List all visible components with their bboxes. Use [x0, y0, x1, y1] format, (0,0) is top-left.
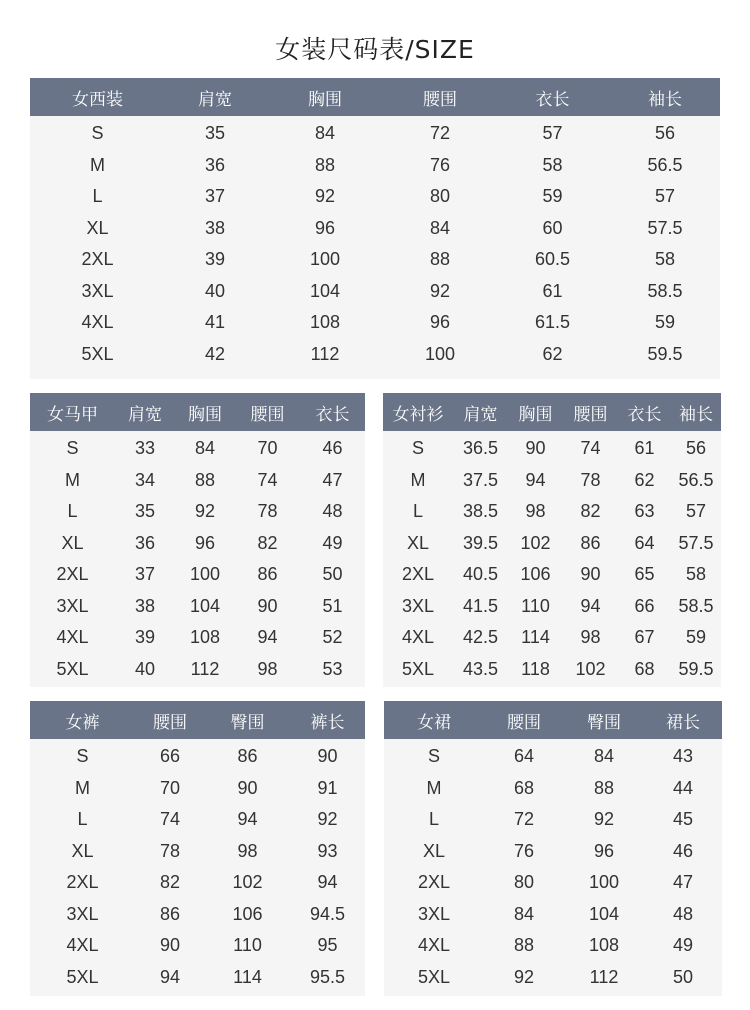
size-label-cell: M [426, 777, 442, 798]
table-row [30, 804, 365, 836]
table-row [30, 528, 365, 560]
measurement-cell: 59 [542, 186, 563, 207]
column-header: 腰围 [573, 404, 608, 425]
measurement-cell: 50 [672, 966, 694, 987]
measurement-cell: 59.5 [647, 343, 683, 364]
measurement-cell: 86 [159, 903, 181, 924]
table-row [30, 654, 365, 686]
measurement-cell: 94 [580, 595, 601, 616]
measurement-cell: 86 [237, 746, 258, 767]
measurement-cell: 60 [542, 217, 563, 238]
measurement-cell: 62 [542, 343, 563, 364]
measurement-cell: 90 [159, 935, 181, 956]
size-label-cell: 3XL [401, 595, 435, 616]
measurement-cell: 51 [322, 595, 343, 616]
size-label-cell: S [91, 123, 104, 144]
size-label-cell: M [410, 469, 426, 490]
measurement-cell: 46 [322, 438, 343, 459]
table-row [383, 559, 721, 591]
measurement-cell: 59.5 [678, 658, 714, 679]
measurement-cell: 94 [257, 627, 278, 648]
column-header: 腰围 [153, 712, 187, 733]
measurement-cell: 74 [580, 438, 601, 459]
table-row [384, 962, 722, 994]
table-row [383, 654, 721, 686]
measurement-cell: 102 [232, 872, 263, 893]
column-header: 臀围 [230, 712, 265, 733]
measurement-cell: 47 [322, 469, 343, 490]
table-row [30, 899, 365, 931]
measurement-cell: 44 [672, 777, 694, 798]
measurement-cell: 72 [429, 123, 451, 144]
measurement-cell: 91 [317, 777, 338, 798]
measurement-cell: 88 [194, 469, 216, 490]
table-row [30, 307, 720, 339]
suit-size-table [30, 78, 720, 379]
size-label-cell: XL [71, 840, 94, 861]
table-row [384, 773, 722, 805]
measurement-cell: 39 [204, 249, 226, 270]
measurement-cell: 86 [257, 564, 278, 585]
measurement-cell: 95.5 [309, 966, 346, 987]
measurement-cell: 40 [134, 658, 156, 679]
measurement-cell: 57 [542, 123, 563, 144]
size-label-cell: L [428, 809, 439, 830]
measurement-cell: 114 [521, 627, 550, 648]
measurement-cell: 84 [429, 217, 451, 238]
measurement-cell: 90 [580, 564, 601, 585]
measurement-cell: 47 [672, 872, 694, 893]
measurement-cell: 46 [672, 840, 694, 861]
measurement-cell: 84 [593, 746, 615, 767]
table-header-row [30, 78, 720, 116]
measurement-cell: 57 [654, 186, 676, 207]
size-label-cell: 5XL [66, 966, 99, 987]
size-label-cell: S [66, 438, 79, 459]
measurement-cell: 37 [134, 564, 156, 585]
column-header: 女西装 [72, 89, 123, 110]
measurement-cell: 94 [159, 966, 181, 987]
measurement-cell: 41.5 [462, 595, 499, 616]
measurement-cell: 76 [513, 840, 535, 861]
table-row [30, 496, 365, 528]
measurement-cell: 56 [685, 438, 707, 459]
measurement-cell: 61 [542, 280, 563, 301]
table-row [30, 181, 720, 213]
measurement-cell: 96 [593, 840, 615, 861]
size-label-cell: 4XL [401, 627, 435, 648]
measurement-cell: 58.5 [647, 280, 683, 301]
table-row [30, 150, 720, 182]
measurement-cell: 84 [513, 903, 535, 924]
measurement-cell: 33 [134, 438, 156, 459]
measurement-cell: 78 [257, 501, 278, 522]
measurement-cell: 90 [317, 746, 338, 767]
skirt-size-table [384, 701, 722, 996]
measurement-cell: 106 [520, 564, 551, 585]
size-label-cell: 5XL [401, 658, 435, 679]
measurement-cell: 98 [580, 627, 601, 648]
column-header: 女裤 [65, 712, 100, 733]
measurement-cell: 56.5 [647, 154, 683, 175]
measurement-cell: 38.5 [462, 501, 499, 522]
shirt-size-table [383, 393, 721, 687]
measurement-cell: 37 [204, 186, 226, 207]
size-label-cell: L [412, 501, 423, 522]
column-header: 腰围 [423, 89, 457, 110]
measurement-cell: 98 [237, 840, 258, 861]
measurement-cell: 70 [257, 438, 278, 459]
measurement-cell: 88 [593, 777, 615, 798]
column-header: 肩宽 [463, 404, 498, 425]
measurement-cell: 57.5 [647, 217, 683, 238]
size-label-cell: 4XL [417, 935, 451, 956]
size-label-cell: 5XL [56, 658, 89, 679]
size-label-cell: 2XL [56, 564, 89, 585]
measurement-cell: 80 [429, 186, 451, 207]
measurement-cell: 84 [194, 438, 216, 459]
size-label-cell: 3XL [417, 903, 451, 924]
measurement-cell: 93 [317, 840, 338, 861]
column-header: 裤长 [310, 712, 345, 733]
measurement-cell: 98 [525, 501, 546, 522]
measurement-cell: 58 [654, 249, 676, 270]
measurement-cell: 48 [322, 501, 343, 522]
table-row [30, 433, 365, 465]
size-label-cell: S [76, 746, 89, 767]
measurement-cell: 65 [634, 564, 655, 585]
size-label-cell: S [411, 438, 424, 459]
measurement-cell: 48 [672, 903, 694, 924]
measurement-cell: 94 [237, 809, 258, 830]
table-row [30, 118, 720, 150]
measurement-cell: 95 [317, 935, 338, 956]
measurement-cell: 112 [589, 966, 619, 987]
column-header: 袖长 [648, 89, 682, 110]
measurement-cell: 37.5 [462, 469, 499, 490]
column-header: 腰围 [250, 404, 285, 425]
measurement-cell: 100 [588, 872, 620, 893]
measurement-cell: 64 [634, 532, 655, 553]
column-header: 女衬衫 [392, 404, 444, 425]
size-label-cell: XL [86, 217, 109, 238]
measurement-cell: 57.5 [678, 532, 714, 553]
table-row [383, 622, 721, 654]
size-label-cell: XL [406, 532, 430, 553]
measurement-cell: 94 [525, 469, 546, 490]
column-header: 胸围 [518, 404, 553, 425]
size-label-cell: M [90, 154, 105, 175]
column-header: 肩宽 [128, 404, 162, 425]
table-row [30, 962, 365, 994]
table-row [30, 836, 365, 868]
table-row [383, 465, 721, 497]
measurement-cell: 108 [588, 935, 620, 956]
measurement-cell: 42.5 [462, 627, 499, 648]
measurement-cell: 36 [204, 154, 226, 175]
measurement-cell: 74 [257, 469, 278, 490]
column-header: 胸围 [308, 89, 342, 110]
measurement-cell: 67 [634, 627, 655, 648]
measurement-cell: 63 [634, 501, 655, 522]
measurement-cell: 58 [685, 564, 707, 585]
measurement-cell: 42 [204, 343, 226, 364]
measurement-cell: 90 [237, 777, 258, 798]
measurement-cell: 78 [159, 840, 181, 861]
measurement-cell: 100 [189, 564, 221, 585]
table-row [30, 930, 365, 962]
measurement-cell: 92 [429, 280, 451, 301]
measurement-cell: 92 [314, 186, 336, 207]
column-header: 衣长 [535, 89, 570, 110]
measurement-cell: 94 [317, 872, 338, 893]
table-row [383, 496, 721, 528]
measurement-cell: 100 [309, 249, 341, 270]
measurement-cell: 41 [204, 312, 226, 333]
table-row [30, 559, 365, 591]
measurement-cell: 40.5 [462, 564, 499, 585]
size-label-cell: 5XL [81, 343, 114, 364]
measurement-cell: 100 [424, 343, 456, 364]
column-header: 胸围 [188, 404, 222, 425]
measurement-cell: 104 [588, 903, 620, 924]
table-row [30, 741, 365, 773]
measurement-cell: 104 [189, 595, 221, 616]
measurement-cell: 50 [322, 564, 343, 585]
size-label-cell: XL [61, 532, 84, 553]
measurement-cell: 59 [685, 627, 707, 648]
measurement-cell: 68 [513, 777, 535, 798]
measurement-cell: 70 [159, 777, 181, 798]
table-row [383, 433, 721, 465]
measurement-cell: 80 [513, 872, 535, 893]
page-title: 女装尺码表/SIZE [275, 35, 475, 64]
column-header: 腰围 [507, 712, 541, 733]
measurement-cell: 118 [521, 658, 550, 679]
size-label-cell: 3XL [81, 280, 114, 301]
size-label-cell: 2XL [81, 249, 114, 270]
measurement-cell: 53 [322, 658, 343, 679]
column-header: 衣长 [315, 404, 350, 425]
measurement-cell: 82 [257, 532, 278, 553]
measurement-cell: 88 [429, 249, 451, 270]
measurement-cell: 43 [672, 746, 694, 767]
measurement-cell: 72 [513, 809, 535, 830]
column-header: 肩宽 [198, 89, 232, 110]
measurement-cell: 61.5 [534, 312, 571, 333]
measurement-cell: 104 [309, 280, 341, 301]
measurement-cell: 76 [429, 154, 451, 175]
table-row [384, 930, 722, 962]
measurement-cell: 36.5 [462, 438, 499, 459]
measurement-cell: 92 [593, 809, 615, 830]
size-label-cell: XL [422, 840, 446, 861]
size-label-cell: S [427, 746, 440, 767]
measurement-cell: 56.5 [678, 469, 714, 490]
measurement-cell: 38 [134, 595, 156, 616]
size-label-cell: 2XL [401, 564, 435, 585]
measurement-cell: 40 [204, 280, 226, 301]
size-label-cell: 4XL [66, 935, 99, 956]
table-row [383, 591, 721, 623]
size-label-cell: 3XL [56, 595, 89, 616]
measurement-cell: 39.5 [462, 532, 499, 553]
table-row [30, 867, 365, 899]
measurement-cell: 86 [580, 532, 601, 553]
pants-size-table [30, 701, 365, 996]
measurement-cell: 92 [194, 501, 216, 522]
table-row [383, 528, 721, 560]
measurement-cell: 98 [257, 658, 278, 679]
measurement-cell: 90 [525, 438, 546, 459]
column-header: 女裙 [417, 712, 451, 733]
measurement-cell: 45 [672, 809, 694, 830]
table-row [30, 213, 720, 245]
column-header: 臀围 [587, 712, 621, 733]
measurement-cell: 82 [159, 872, 181, 893]
size-label-cell: M [65, 469, 80, 490]
measurement-cell: 112 [190, 658, 220, 679]
size-label-cell: 2XL [66, 872, 99, 893]
measurement-cell: 56 [654, 123, 676, 144]
measurement-cell: 94.5 [309, 903, 346, 924]
column-header: 袖长 [679, 404, 713, 425]
table-row [30, 339, 720, 371]
measurement-cell: 59 [654, 312, 676, 333]
measurement-cell: 68 [634, 658, 655, 679]
measurement-cell: 88 [314, 154, 336, 175]
column-header: 衣长 [627, 404, 662, 425]
measurement-cell: 58.5 [678, 595, 714, 616]
size-label-cell: M [75, 777, 90, 798]
measurement-cell: 62 [634, 469, 655, 490]
measurement-cell: 112 [310, 343, 340, 364]
table-header-row [30, 701, 365, 739]
table-header-row [383, 393, 721, 431]
measurement-cell: 35 [134, 501, 156, 522]
table-row [384, 867, 722, 899]
measurement-cell: 96 [314, 217, 336, 238]
measurement-cell: 82 [580, 501, 601, 522]
measurement-cell: 57 [685, 501, 707, 522]
measurement-cell: 58 [542, 154, 563, 175]
measurement-cell: 61 [634, 438, 655, 459]
size-label-cell: L [77, 809, 88, 830]
measurement-cell: 106 [232, 903, 263, 924]
measurement-cell: 84 [314, 123, 336, 144]
measurement-cell: 90 [257, 595, 278, 616]
measurement-cell: 114 [233, 966, 262, 987]
size-label-cell: 2XL [417, 872, 451, 893]
measurement-cell: 78 [580, 469, 601, 490]
table-row [30, 773, 365, 805]
measurement-cell: 39 [134, 627, 156, 648]
table-row [30, 591, 365, 623]
size-label-cell: 4XL [56, 627, 89, 648]
measurement-cell: 96 [429, 312, 451, 333]
size-label-cell: L [67, 501, 78, 522]
measurement-cell: 110 [233, 935, 262, 956]
measurement-cell: 96 [194, 532, 216, 553]
measurement-cell: 38 [204, 217, 226, 238]
measurement-cell: 60.5 [534, 249, 571, 270]
vest-size-table [30, 393, 365, 687]
measurement-cell: 102 [520, 532, 551, 553]
table-row [384, 804, 722, 836]
table-row [30, 244, 720, 276]
measurement-cell: 49 [322, 532, 343, 553]
measurement-cell: 64 [513, 746, 535, 767]
size-label-cell: L [92, 186, 103, 207]
measurement-cell: 92 [317, 809, 338, 830]
table-row [30, 276, 720, 308]
size-label-cell: 3XL [66, 903, 99, 924]
table-header-row [30, 393, 365, 431]
table-row [30, 465, 365, 497]
measurement-cell: 49 [672, 935, 694, 956]
table-row [384, 899, 722, 931]
measurement-cell: 102 [575, 658, 606, 679]
measurement-cell: 108 [309, 312, 341, 333]
measurement-cell: 52 [322, 627, 343, 648]
measurement-cell: 36 [134, 532, 156, 553]
measurement-cell: 43.5 [462, 658, 499, 679]
measurement-cell: 74 [159, 809, 181, 830]
table-row [384, 836, 722, 868]
measurement-cell: 66 [159, 746, 181, 767]
measurement-cell: 110 [521, 595, 550, 616]
measurement-cell: 108 [189, 627, 221, 648]
table-row [30, 622, 365, 654]
size-label-cell: 5XL [417, 966, 451, 987]
measurement-cell: 34 [134, 469, 156, 490]
column-header: 裙长 [666, 712, 700, 733]
table-row [384, 741, 722, 773]
measurement-cell: 66 [634, 595, 655, 616]
measurement-cell: 92 [513, 966, 535, 987]
table-header-row [384, 701, 722, 739]
column-header: 女马甲 [47, 404, 98, 425]
measurement-cell: 88 [513, 935, 535, 956]
measurement-cell: 35 [204, 123, 226, 144]
size-label-cell: 4XL [81, 312, 114, 333]
